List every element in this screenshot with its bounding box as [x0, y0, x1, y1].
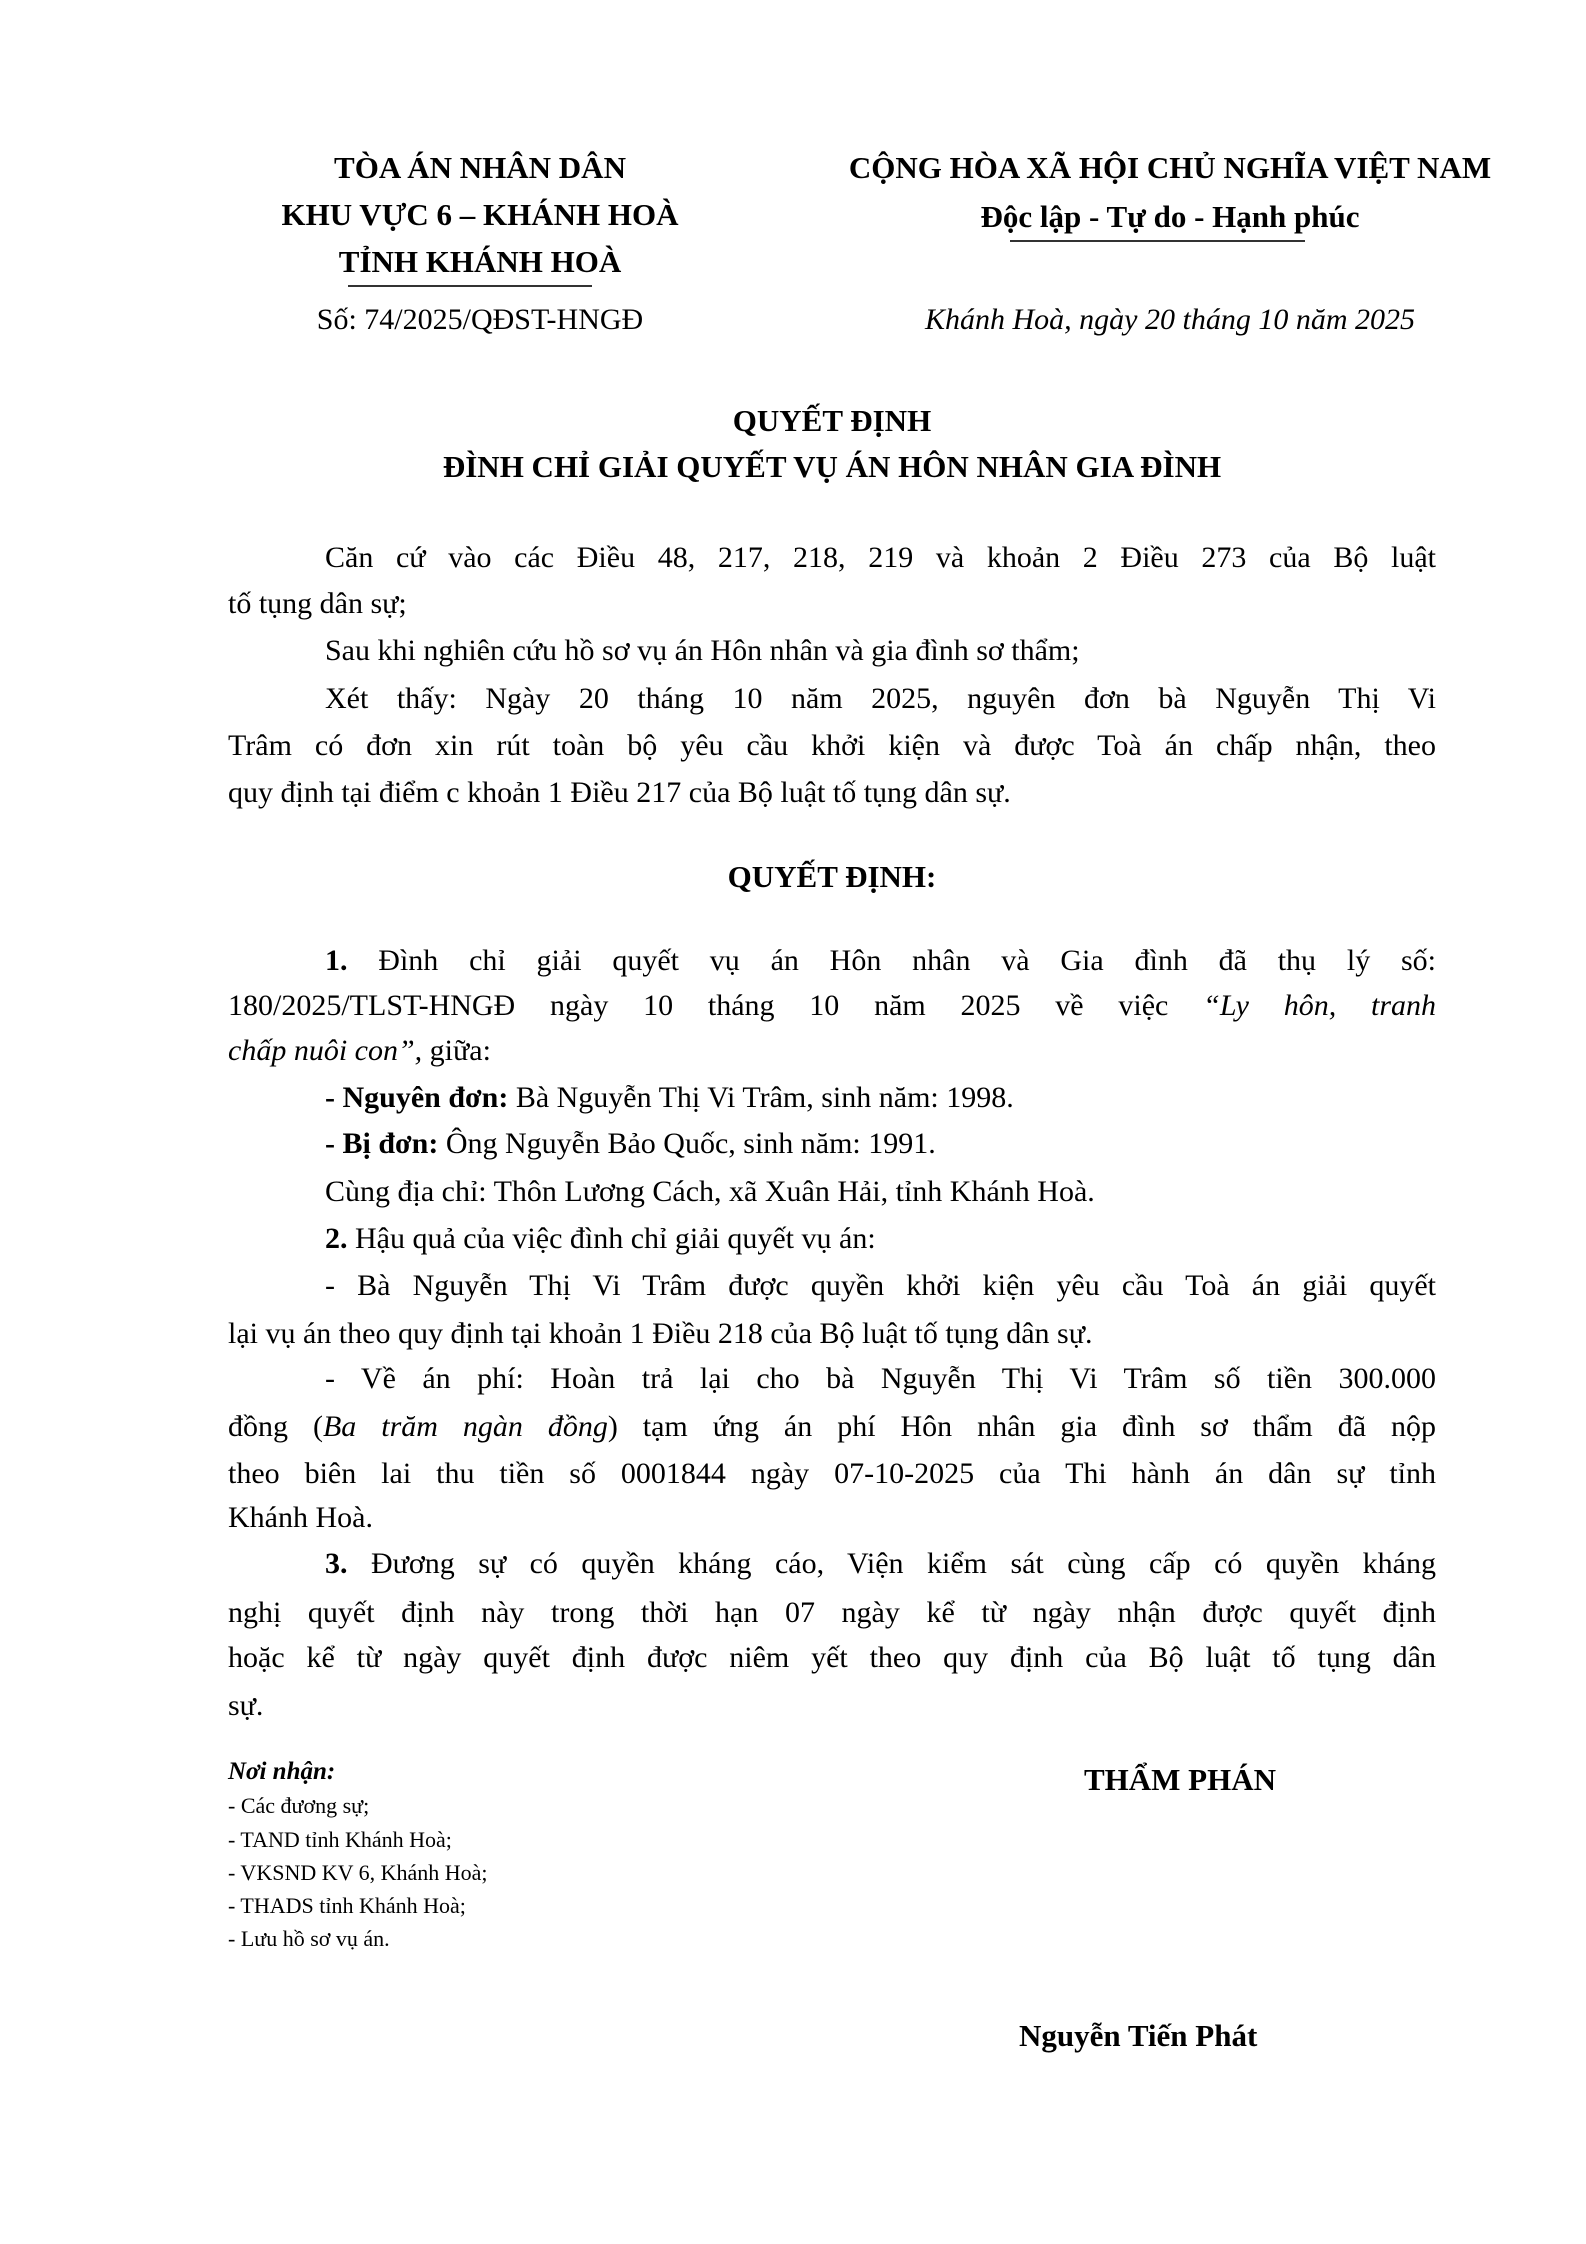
item2-line: Khánh Hoà.	[228, 1501, 373, 1534]
signature-name: Nguyễn Tiến Phát	[1019, 2018, 1258, 2053]
defendant-value: Ông Nguyễn Bảo Quốc, sinh năm: 1991.	[438, 1127, 936, 1160]
recipient-item: - Các đương sự;	[228, 1793, 370, 1818]
item2-line: - Về án phí: Hoàn trả lại cho bà Nguyễn Thị Vi Trâm số tiền 300.000	[325, 1362, 1436, 1395]
preamble-line: Sau khi nghiên cứu hồ sơ vụ án Hôn nhân và gia đình sơ thẩm;	[325, 634, 1080, 667]
national-motto: Độc lập - Tự do - Hạnh phúc	[980, 199, 1360, 234]
item2-number: 2.	[325, 1222, 348, 1255]
decision-heading: QUYẾT ĐỊNH:	[727, 859, 937, 894]
recipients-title: Nơi nhận:	[228, 1758, 336, 1785]
recipient-item: - TAND tỉnh Khánh Hoà;	[228, 1827, 452, 1852]
recipient-item: - THADS tỉnh Khánh Hoà;	[228, 1893, 466, 1918]
item2-fee-line	[228, 1412, 1436, 1442]
header-left-underline	[348, 285, 592, 287]
item3-text: Đương sự có quyền kháng cáo, Viện kiểm sát cùng cấp có quyền kháng	[347, 1547, 1436, 1580]
recipient-item: - Lưu hồ sơ vụ án.	[228, 1926, 390, 1951]
document-date: Khánh Hoà, ngày 20 tháng 10 năm 2025	[925, 303, 1415, 336]
item2-heading-text: Hậu quả của việc đình chỉ giải quyết vụ án:	[347, 1222, 876, 1255]
preamble-line: Căn cứ vào các Điều 48, 217, 218, 219 và khoản 2 Điều 273 của Bộ luật	[325, 541, 1436, 574]
court-province: TỈNH KHÁNH HOÀ	[338, 244, 622, 279]
court-area: KHU VỰC 6 – KHÁNH HOÀ	[281, 197, 679, 232]
address-line: Cùng địa chỉ: Thôn Lương Cách, xã Xuân Hải, tỉnh Khánh Hoà.	[325, 1175, 1095, 1208]
document-number: Số: 74/2025/QĐST-HNGĐ	[316, 303, 644, 336]
fee-post: ) tạm ứng án phí Hôn nhân gia đình sơ thẩm đã nộp	[607, 1410, 1436, 1443]
preamble-line: Xét thấy: Ngày 20 tháng 10 năm 2025, nguyên đơn bà Nguyễn Thị Vi	[325, 682, 1436, 715]
preamble-line: quy định tại điểm c khoản 1 Điều 217 của Bộ luật tố tụng dân sự.	[228, 776, 1011, 809]
fee-pre: đồng (	[228, 1410, 323, 1443]
title-subject: ĐÌNH CHỈ GIẢI QUYẾT VỤ ÁN HÔN NHÂN GIA ĐÌNH	[442, 449, 1222, 484]
court-name: TÒA ÁN NHÂN DÂN	[334, 150, 626, 185]
item2-line: - Bà Nguyễn Thị Vi Trâm được quyền khởi kiện yêu cầu Toà án giải quyết	[325, 1269, 1436, 1302]
item1-number: 1.	[325, 944, 348, 977]
defendant-line	[325, 1129, 936, 1159]
fee-in-words: Ba trăm ngàn đồng	[322, 1410, 608, 1443]
item1-case-ref: 180/2025/TLST-HNGĐ ngày 10 tháng 10 năm 2025 về việc	[228, 989, 1169, 1022]
item2-heading	[325, 1224, 876, 1254]
defendant-label: - Bị đơn:	[325, 1127, 439, 1160]
plaintiff-value: Bà Nguyễn Thị Vi Trâm, sinh năm: 1998.	[508, 1081, 1014, 1114]
item1-between: giữa:	[422, 1034, 491, 1067]
item1-case-type-cont: chấp nuôi con”,	[228, 1034, 423, 1067]
item1-case-type: “Ly hôn, tranh	[1203, 989, 1436, 1022]
item3-line1	[325, 1549, 1436, 1579]
header-right-underline	[1010, 240, 1305, 242]
item1-line1	[325, 946, 1436, 976]
signature-title: THẨM PHÁN	[1083, 1762, 1276, 1797]
item1-line3	[228, 1036, 491, 1066]
item2-line: lại vụ án theo quy định tại khoản 1 Điều 218 của Bộ luật tố tụng dân sự.	[228, 1317, 1093, 1350]
item3-line: sự.	[228, 1689, 264, 1722]
item1-line2	[228, 991, 1436, 1021]
preamble-line: Trâm có đơn xin rút toàn bộ yêu cầu khởi kiện và được Toà án chấp nhận, theo	[228, 729, 1436, 762]
preamble-line: tố tụng dân sự;	[228, 587, 407, 620]
item3-line: nghị quyết định này trong thời hạn 07 ngày kể từ ngày nhận được quyết định	[228, 1596, 1436, 1629]
item1-text: Đình chỉ giải quyết vụ án Hôn nhân và Gia đình đã thụ lý số:	[378, 944, 1436, 977]
title-decision: QUYẾT ĐỊNH	[732, 403, 932, 438]
item3-number: 3.	[325, 1547, 348, 1580]
plaintiff-label: - Nguyên đơn:	[325, 1081, 509, 1114]
recipient-item: - VKSND KV 6, Khánh Hoà;	[228, 1860, 488, 1885]
item2-line: theo biên lai thu tiền số 0001844 ngày 07-10-2025 của Thi hành án dân sự tỉnh	[228, 1457, 1436, 1490]
plaintiff-line	[325, 1083, 1014, 1113]
country-name: CỘNG HÒA XÃ HỘI CHỦ NGHĨA VIỆT NAM	[848, 150, 1492, 185]
item3-line: hoặc kể từ ngày quyết định được niêm yết theo quy định của Bộ luật tố tụng dân	[228, 1641, 1436, 1674]
